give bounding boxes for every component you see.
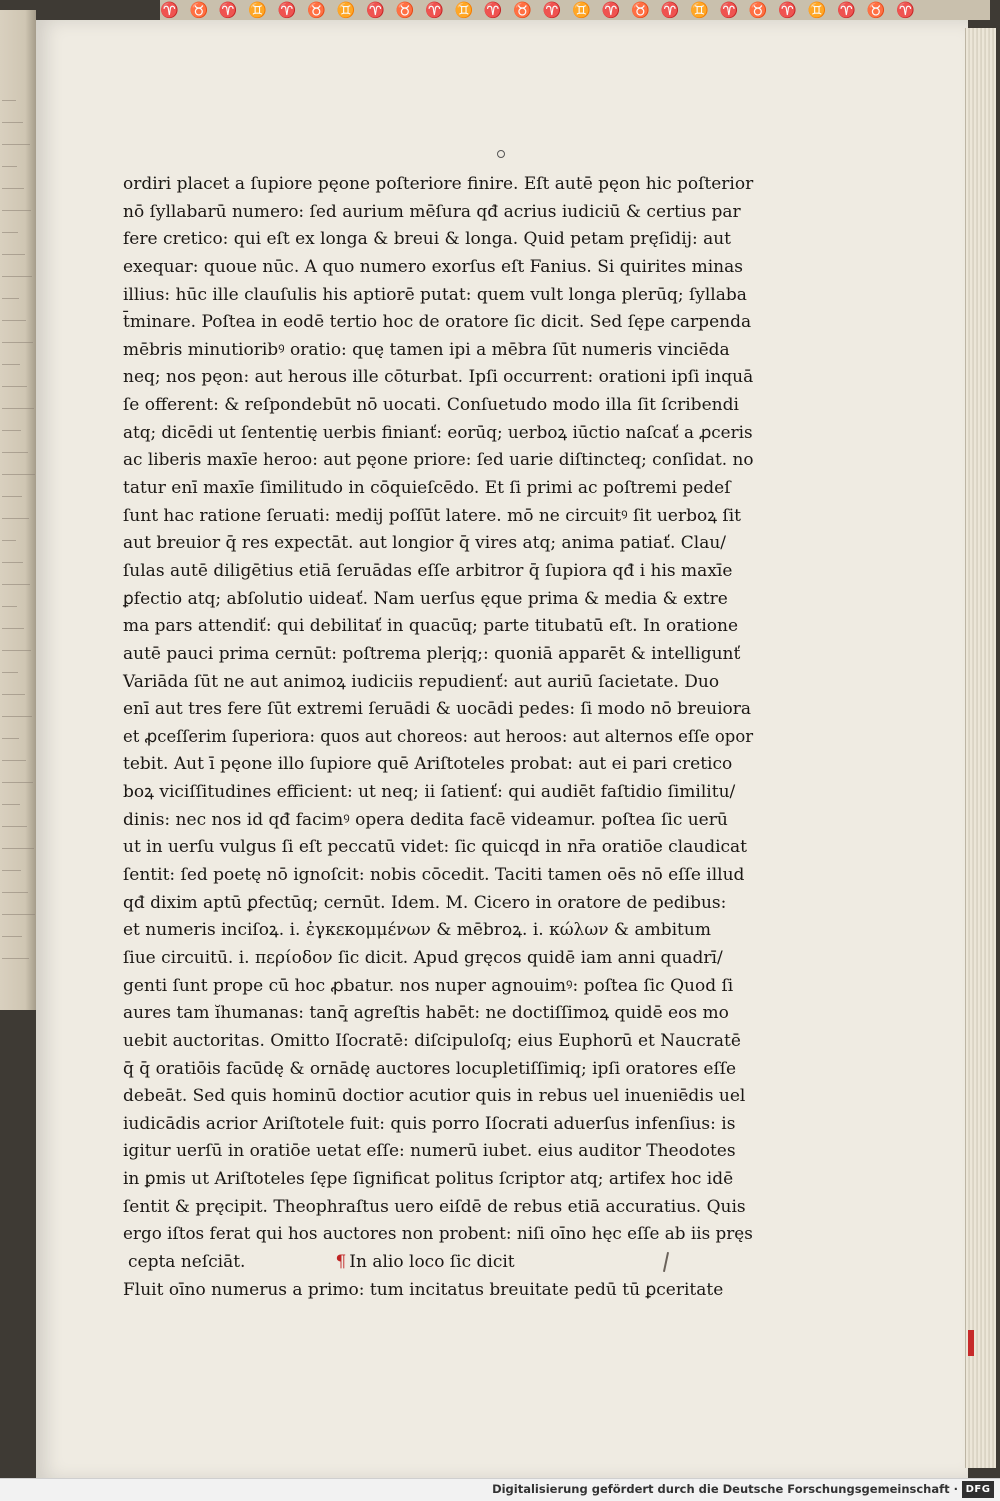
adjacent-text-fragment bbox=[2, 618, 24, 629]
text-fragment: cepta neſciāt. bbox=[128, 1251, 246, 1272]
adjacent-text-fragment bbox=[2, 904, 35, 915]
text-line: qđ dixim aptū ꝑfectūq; cernūt. Idem. M. Cicero in oratore de pedibus: bbox=[123, 892, 727, 913]
text-fragment: In alio loco ſic dicit bbox=[349, 1251, 515, 1272]
text-line: ergo iſtos ferat qui hos auctores non probent: niſi oīno hęc eſſe ab iis pręs bbox=[123, 1224, 753, 1245]
text-line: enī aut tres fere ſūt extremi ſeruādi & uocādi pedes: ſi modo nō breuiora bbox=[123, 699, 752, 720]
adjacent-text-fragment bbox=[2, 486, 22, 497]
footer-bar bbox=[0, 1478, 1000, 1501]
text-line: t̄minare. Poſtea in eodē tertio hoc de oratore ſic dicit. Sed ſępe carpenda bbox=[123, 312, 752, 333]
adjacent-text-fragment bbox=[2, 684, 25, 695]
text-line: ac liberis maxīe heroo: aut pęone priore: ſed uarie diſtincteq; conſidat. no bbox=[123, 450, 754, 471]
adjacent-text-fragment bbox=[2, 134, 30, 145]
adjacent-text-fragment bbox=[2, 178, 24, 189]
adjacent-text-fragment bbox=[2, 530, 16, 541]
adjacent-text-fragment bbox=[2, 662, 18, 673]
text-line: exequar: quoue nūc. A quo numero exorſus eſt Fanius. Si quirites minas bbox=[123, 256, 743, 277]
text-line: Variāda ſūt ne aut animoꝝ iudiciis repudienť: aut auriū ſacietate. Duo bbox=[123, 671, 720, 692]
adjacent-text-fragment bbox=[2, 442, 28, 453]
adjacent-text-fragment bbox=[2, 310, 26, 321]
text-line: Fluit oīno numerus a primo: tum incitatus breuitate pedū tū ꝑceritate bbox=[123, 1279, 724, 1300]
text-line: ꝑfectio atq; abſolutio uideať. Nam uerſus ęque prima & media & extre bbox=[123, 588, 728, 609]
text-line: boꝝ viciſſitudines efficient: ut neq; ii ſatienť: qui audiēt faſtidio ſimilitu/ bbox=[123, 782, 736, 803]
text-line: ſiue circuitū. i. περίοδον ſic dicit. Apud gręcos quidē iam anni quadrī/ bbox=[123, 947, 723, 968]
adjacent-text-fragment bbox=[2, 882, 28, 893]
book-page bbox=[36, 20, 968, 1480]
text-line: ut in uerſu vulgus ſi eſt peccatū videt: ſic quicqd in nr̄a oratiōe claudicat bbox=[123, 837, 748, 858]
adjacent-page-left-edge bbox=[0, 10, 36, 1010]
text-line: tebit. Aut ī pęone illo ſupiore quē Ariſtoteles probat: aut ei pari cretico bbox=[123, 754, 733, 775]
text-line: ordiri placet a ſupiore pęone poſteriore finire. Eſt autē pęon hic poſterior bbox=[123, 174, 754, 194]
adjacent-text-fragment bbox=[2, 464, 35, 475]
adjacent-text-fragment bbox=[2, 750, 26, 761]
text-line: tatur enī maxīe ſimilitudo in cōquieſcēdo. Et ſi primi ac poſtremi pedeſ bbox=[123, 478, 731, 499]
text-line: q̄ q̄ oratiōis facūdę & ornādę auctores locupletiſſimiq; ipſi oratores eſſe bbox=[123, 1058, 737, 1079]
adjacent-text-fragment bbox=[2, 948, 29, 959]
text-line: ma pars attendiť: qui debilitať in quacūq; parte titubatū eſt. In oratione bbox=[123, 616, 739, 637]
adjacent-text-fragment bbox=[2, 816, 27, 827]
text-line: neq; nos pęon: aut herous ille cōturbat. Ipſi occurrent: orationi ipſi inquā bbox=[123, 367, 754, 388]
text-line: mēbris minutioribꝰ oratio: quę tamen ipi a mēbra ſūt numeris vinciēda bbox=[123, 339, 730, 360]
adjacent-text-fragment bbox=[2, 926, 22, 937]
adjacent-text-fragment bbox=[2, 156, 17, 167]
text-line: atq; dicēdi ut ſententię uerbis finianť: eorūq; uerboꝝ iūctio naſcať a ꝓceris bbox=[123, 422, 753, 443]
adjacent-text-fragment bbox=[2, 90, 16, 101]
text-line: ſulas autē diligētius etiā ſeruādas eſſe arbitror q̄ ſupiora qđ i his maxīe bbox=[123, 560, 733, 581]
page-top-mark bbox=[497, 150, 505, 158]
adjacent-text-fragment bbox=[2, 200, 31, 211]
adjacent-page-strip bbox=[160, 0, 990, 20]
text-line: aures tam ĭhumanas: tanq̄ agreſtis habēt: ne doctiſſimoꝝ quidē eos mo bbox=[123, 1003, 729, 1024]
rubric-mark: ¶ bbox=[335, 1251, 347, 1272]
adjacent-text-fragment bbox=[2, 574, 30, 585]
text-line: ſe offerent: & reſpondebūt nō uocati. Conſuetudo modo illa ſit ſcribendi bbox=[123, 395, 739, 416]
text-line: autē pauci prima cernūt: poſtrema plerįq;: quoniā apparēt & intelligunť bbox=[123, 643, 741, 664]
adjacent-text-fragment bbox=[2, 266, 32, 277]
adjacent-text-fragment bbox=[2, 288, 19, 299]
page-stack-edge bbox=[965, 28, 996, 1468]
text-line: dinis: nec nos id qđ facimꝰ opera dedita facē videamur. poſtea ſic uerū bbox=[123, 809, 728, 830]
text-line: genti ſunt prope cū hoc ꝓbatur. nos nuper agnouimꝰ: poſtea ſic Quod ſi bbox=[123, 975, 734, 996]
adjacent-text-fragment bbox=[2, 860, 21, 871]
adjacent-text-fragment bbox=[2, 772, 33, 783]
text-line-rubric bbox=[123, 1249, 753, 1277]
adjacent-text-fragment bbox=[2, 112, 23, 123]
text-line: ſentit: ſed poetę nō ignoſcit: nobis cōcedit. Taciti tamen oēs nō eſſe illud bbox=[123, 865, 745, 886]
text-line: igitur uerſū in oratiōe uetat eſſe: numerū iubet. eius auditor Theodotes bbox=[123, 1141, 736, 1162]
text-line: aut breuior q̄ res expectāt. aut longior q̄ vires atq; anima patiať. Clau/ bbox=[123, 533, 727, 554]
adjacent-text-fragment bbox=[2, 706, 32, 717]
adjacent-text-fragment bbox=[2, 838, 34, 849]
text-line: fere cretico: qui eſt ex longa & breui & longa. Quid petam pręſidij: aut bbox=[123, 229, 732, 250]
footer-credit-text: Digitalisierung gefördert durch die Deutsche Forschungsgemeinschaft · bbox=[492, 1482, 958, 1496]
text-line: illius: hūc ille clauſulis his aptiorē putat: quem vult longa plerūq; ſyllaba bbox=[123, 284, 747, 305]
page-text-block bbox=[123, 171, 753, 1304]
adjacent-text-fragment bbox=[2, 420, 21, 431]
adjacent-text-fragment bbox=[2, 222, 18, 233]
adjacent-text-fragment bbox=[2, 508, 29, 519]
adjacent-page-glyphs: ♈ ♉ ♈ ♊ ♈ ♉ ♊ ♈ ♉ ♈ ♊ ♈ ♉ ♈ ♊ ♈ ♉ ♈ ♊ ♈ ♉ ♈ ♊ ♈ ♉ ♈ bbox=[160, 1, 918, 19]
text-line: uebit auctoritas. Omitto Iſocratē: diſcipuloſq; eius Euphorū et Naucratē bbox=[123, 1030, 741, 1051]
adjacent-text-fragment bbox=[2, 332, 33, 343]
adjacent-text-fragment bbox=[2, 552, 23, 563]
adjacent-text-fragment bbox=[2, 794, 20, 805]
adjacent-text-fragment bbox=[2, 244, 25, 255]
adjacent-text-fragment bbox=[2, 354, 20, 365]
adjacent-text-fragment bbox=[2, 398, 34, 409]
text-line: et ꝓceſſerim ſuperiora: quos aut choreos: aut heroos: aut alternos eſſe opor bbox=[123, 726, 754, 747]
text-line: debeāt. Sed quis hominū doctior acutior quis in rebus uel inueniēdis uel bbox=[123, 1086, 746, 1107]
adjacent-text-fragment bbox=[2, 640, 31, 651]
adjacent-text-fragment bbox=[2, 728, 19, 739]
text-line: in ꝑmis ut Ariſtoteles ſępe ſignificat politus ſcriptor atq; artifex hoc idē bbox=[123, 1169, 734, 1190]
dfg-logo: DFG bbox=[962, 1481, 994, 1498]
text-line: ſunt hac ratione ſeruati: medij poſſūt latere. mō ne circuitꝰ ſit uerboꝝ ſit bbox=[123, 505, 741, 526]
text-line: et numeris inciſoꝝ. i. ἐγκεκομμένων & mēbroꝝ. i. κώλων & ambitum bbox=[123, 920, 711, 941]
text-line: nō ſyllabarū numero: ſed aurium mēſura qđ acrius iudiciū & certius par bbox=[123, 201, 741, 222]
text-line: ſentit & pręcipit. Theophraſtus uero eiſdē de rebus etiā accuratius. Quis bbox=[123, 1196, 746, 1217]
adjacent-text-fragment bbox=[2, 376, 27, 387]
red-bookmark-tab bbox=[968, 1330, 974, 1356]
adjacent-text-fragment bbox=[2, 596, 17, 607]
text-line: iudicādis acrior Ariſtotele fuit: quis porro Iſocrati aduerſus infenſius: is bbox=[123, 1113, 736, 1134]
